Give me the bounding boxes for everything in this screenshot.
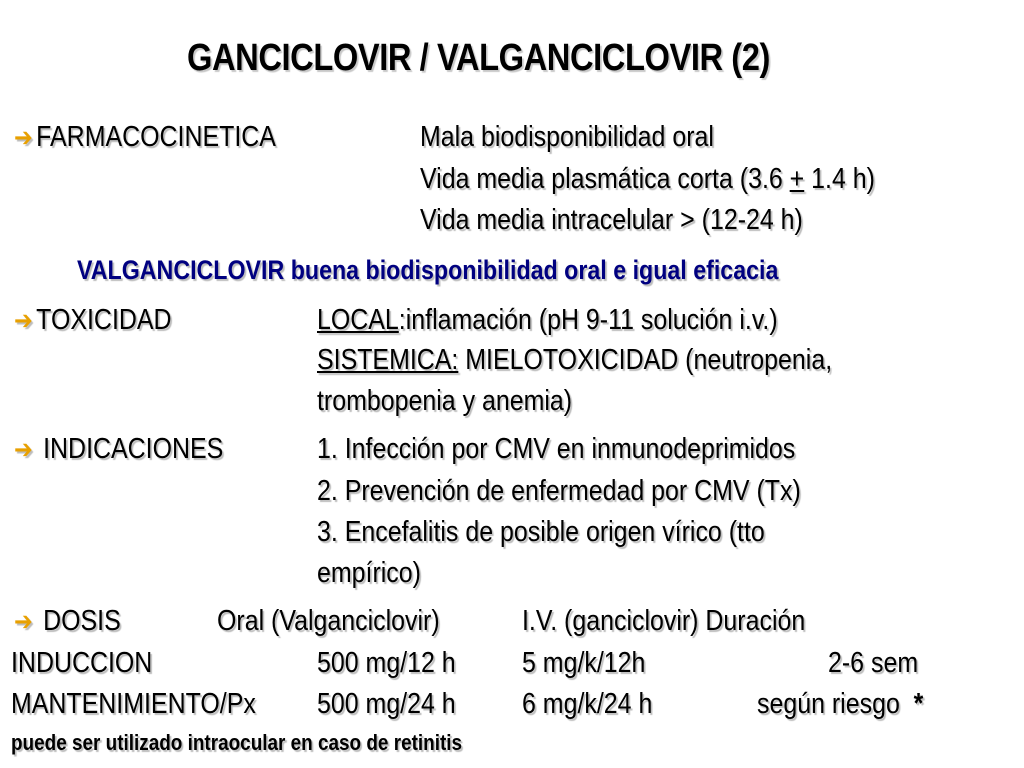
dosis-row-phase: MANTENIMIENTO/Px (11, 688, 256, 720)
indicacion-3-cont: empírico) (317, 557, 421, 589)
plus-minus-sign: + (789, 163, 805, 195)
farmacocinetica-label: FARMACOCINETICA (36, 121, 276, 153)
asterisk-mark: * (913, 688, 924, 720)
sistemica-text: MIELOTOXICIDAD (neutropenia, (458, 344, 833, 376)
dosis-row-phase: INDUCCION (11, 647, 153, 679)
toxicidad-label: TOXICIDAD (36, 304, 172, 336)
dosis-row-duration: 2-6 sem (828, 647, 919, 679)
farmacocinetica-line-1: Mala biodisponibilidad oral (420, 121, 714, 153)
footnote: puede ser utilizado intraocular en caso de retinitis (11, 730, 463, 755)
toxicidad-local (317, 302, 778, 338)
dosis-row-oral: 500 mg/12 h (317, 647, 456, 679)
arrow-right-icon: ➔ (14, 434, 33, 464)
dosis-header-oral: Oral (Valganciclovir) (217, 605, 440, 637)
local-text: :inflamación (pH 9-11 solución i.v.) (398, 304, 778, 336)
toxicidad-sistemica (317, 342, 832, 378)
indicacion-2: 2. Prevención de enfermedad por CMV (Tx) (317, 475, 801, 507)
arrow-right-icon: ➔ (14, 122, 33, 152)
plasma-value: 1.4 h) (804, 163, 875, 195)
slide-title: GANCICLOVIR / VALGANCICLOVIR (2) (187, 37, 770, 79)
indicacion-1: 1. Infección por CMV en inmunodeprimidos (317, 433, 796, 465)
arrow-right-icon: ➔ (14, 305, 33, 335)
farmacocinetica-line-3: Vida media intracelular > (12-24 h) (420, 204, 803, 236)
dosis-label: DOSIS (43, 605, 121, 637)
valganciclovir-highlight: VALGANCICLOVIR buena biodisponibilidad oral e igual eficacia (77, 255, 779, 285)
farmacocinetica-line-2 (420, 161, 875, 197)
farmacocinetica-heading (14, 119, 276, 155)
dosis-row-iv: 6 mg/k/24 h (522, 688, 653, 720)
dosis-row-duration (757, 686, 923, 722)
local-label: LOCAL (317, 304, 399, 336)
indicacion-3: 3. Encefalitis de posible origen vírico (tto (317, 516, 765, 548)
sistemica-label: SISTEMICA: (317, 344, 459, 376)
dosis-row-iv: 5 mg/k/12h (522, 647, 646, 679)
dosis-row-oral: 500 mg/24 h (317, 688, 456, 720)
duration-text: según riesgo (757, 688, 900, 720)
dosis-header-iv: I.V. (ganciclovir) Duración (522, 605, 806, 637)
dosis-heading (14, 603, 121, 639)
toxicidad-heading (14, 302, 172, 338)
plasma-text: Vida media plasmática corta (3.6 (420, 163, 790, 195)
indicaciones-heading (14, 431, 223, 467)
indicaciones-label: INDICACIONES (43, 433, 224, 465)
toxicidad-sistemica-cont: trombopenia y anemia) (317, 385, 573, 417)
arrow-right-icon: ➔ (14, 606, 33, 636)
